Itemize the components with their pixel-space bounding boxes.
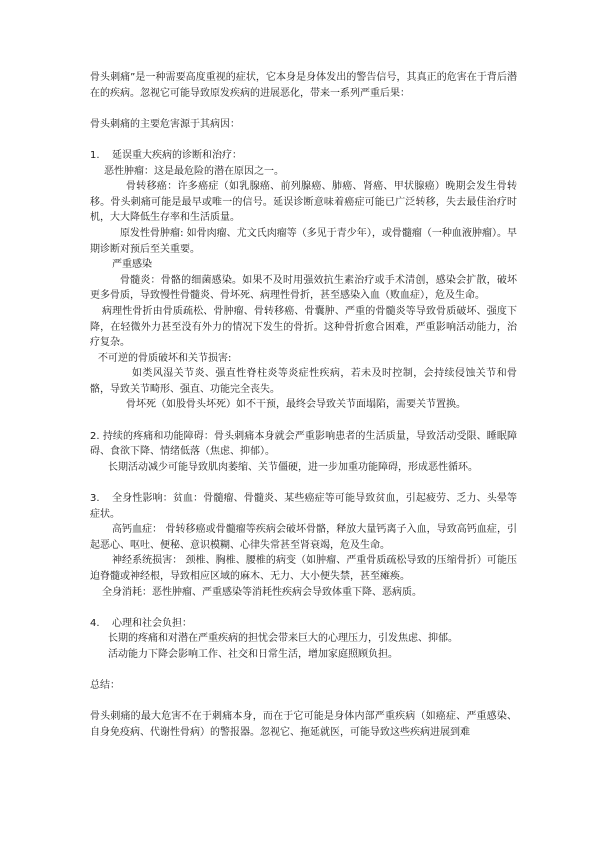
s4-social-burden: 活动能力下降会影响工作、社交和日常生活，增加家庭照顾负担。 [108,648,398,660]
s3-hypercalcemia: 高钙血症： 骨转移癌或骨髓瘤等疾病会破坏骨骼，释放大量钙离子入血，导致高钙血症，引起恶心、呕吐、便秘、意识模糊、心律失常甚至肾衰竭，危及生命。 [90,524,517,551]
s1-primary-bone-tumor: 原发性骨肿瘤: 如骨肉瘤、尤文氏肉瘤等（多见于青少年），或骨髓瘤（一种血液肿瘤）。早期诊断对预后至关重要。 [90,227,517,255]
summary-label: 总结： [90,680,120,692]
section-4-number: 4. [90,617,100,629]
section-3-number: 3. [90,493,100,505]
s3-nerve-damage: 神经系统损害： 颈椎、胸椎、腰椎的病变（如肿瘤、严重骨质疏松导致的压缩骨折）可能压迫脊髓或神经根，导致相应区域的麻木、无力、大小便失禁，甚至瘫痪。 [90,555,517,582]
s1-osteonecrosis: 骨坏死（如股骨头坏死）如不干预，最终会导致关节面塌陷，需要关节置换。 [126,399,466,411]
document-body [90,70,517,741]
section-heading: 骨头刺痛的主要危害源于其病因： [90,118,240,130]
s4-psychological-stress: 长期的疼痛和对潜在严重疾病的担忧会带来巨大的心理压力，引发焦虑、抑郁。 [108,633,458,645]
section-1-title: 1. 延误重大疾病的诊断和治疗： [90,148,517,164]
summary-paragraph: 骨头刺痛的最大危害不在于刺痛本身，而在于它可能是身体内部严重疾病（如癌症、严重感染、自身免疫病、代谢性骨病）的警报器。忽视它、拖延就医，可能导致这些疾病进展到难 [90,711,517,738]
section-3-systemic: 3. 全身性影响：贫血：骨髓瘤、骨髓炎、某些癌症等可能导致贫血，引起疲劳、乏力、头晕等症状。 [90,493,517,520]
s1-inflammatory-disease: 如类风湿关节炎、强直性脊柱炎等炎症性疾病，若未及时控制，会持续侵蚀关节和骨骼，导致关节畸形、强直、功能完全丧失。 [90,368,517,395]
s1-severe-infection: 严重感染 [112,259,152,271]
intro-paragraph: 骨头刺痛”是一种需要高度重视的症状，它本身是身体发出的警告信号，其真正的危害在于背后潜在的疾病。忽视它可能导致原发疾病的进展恶化，带来一系列严重后果： [90,72,517,99]
section-2-pain: 2. 持续的疼痛和功能障碍：骨头刺痛本身就会严重影响患者的生活质量，导致活动受限、睡眠障碍、食欲下降、情绪低落（焦虑、抑郁）。 [90,430,517,458]
s1-bone-metastasis: 骨转移癌：许多癌症（如乳腺癌、前列腺癌、肺癌、肾癌、甲状腺癌）晚期会发生骨转移。骨头刺痛可能是最早或唯一的信号。延误诊断意味着癌症可能已广泛转移，失去最佳治疗时机，大大降低生存率和生活质量。 [90,181,517,224]
s1-pathological-fracture: 病理性骨折由骨质疏松、骨肿瘤、骨转移癌、骨囊肿、严重的骨髓炎等导致骨质破坏、强度下降，在轻微外力甚至没有外力的情况下发生的骨折。这种骨折愈合困难，严重影响活动能力，治疗复杂。 [90,305,517,349]
section-1-number: 1. [90,149,100,161]
s1-osteomyelitis: 骨髓炎：骨骼的细菌感染。如果不及时用强效抗生素治疗或手术清创，感染会扩散，破坏更多骨质，导致慢性骨髓炎、骨坏死、病理性骨折，甚至感染入血（败血症），危及生命。 [90,274,517,302]
s3-wasting: 全身消耗：恶性肿瘤、严重感染等消耗性疾病会导致体重下降、恶病质。 [102,586,422,598]
s1-irreversible-damage: 不可逆的骨质破坏和关节损害: [98,352,232,364]
section-4-title: 4. 心理和社会负担： [90,616,517,632]
s2-long-term-inactivity: 长期活动减少可能导致肌肉萎缩、关节僵硬，进一步加重功能障碍，形成恶性循环。 [108,461,478,473]
s1-malignant-tumor: 恶性肿瘤：这是最危险的潜在原因之一。 [104,165,284,177]
